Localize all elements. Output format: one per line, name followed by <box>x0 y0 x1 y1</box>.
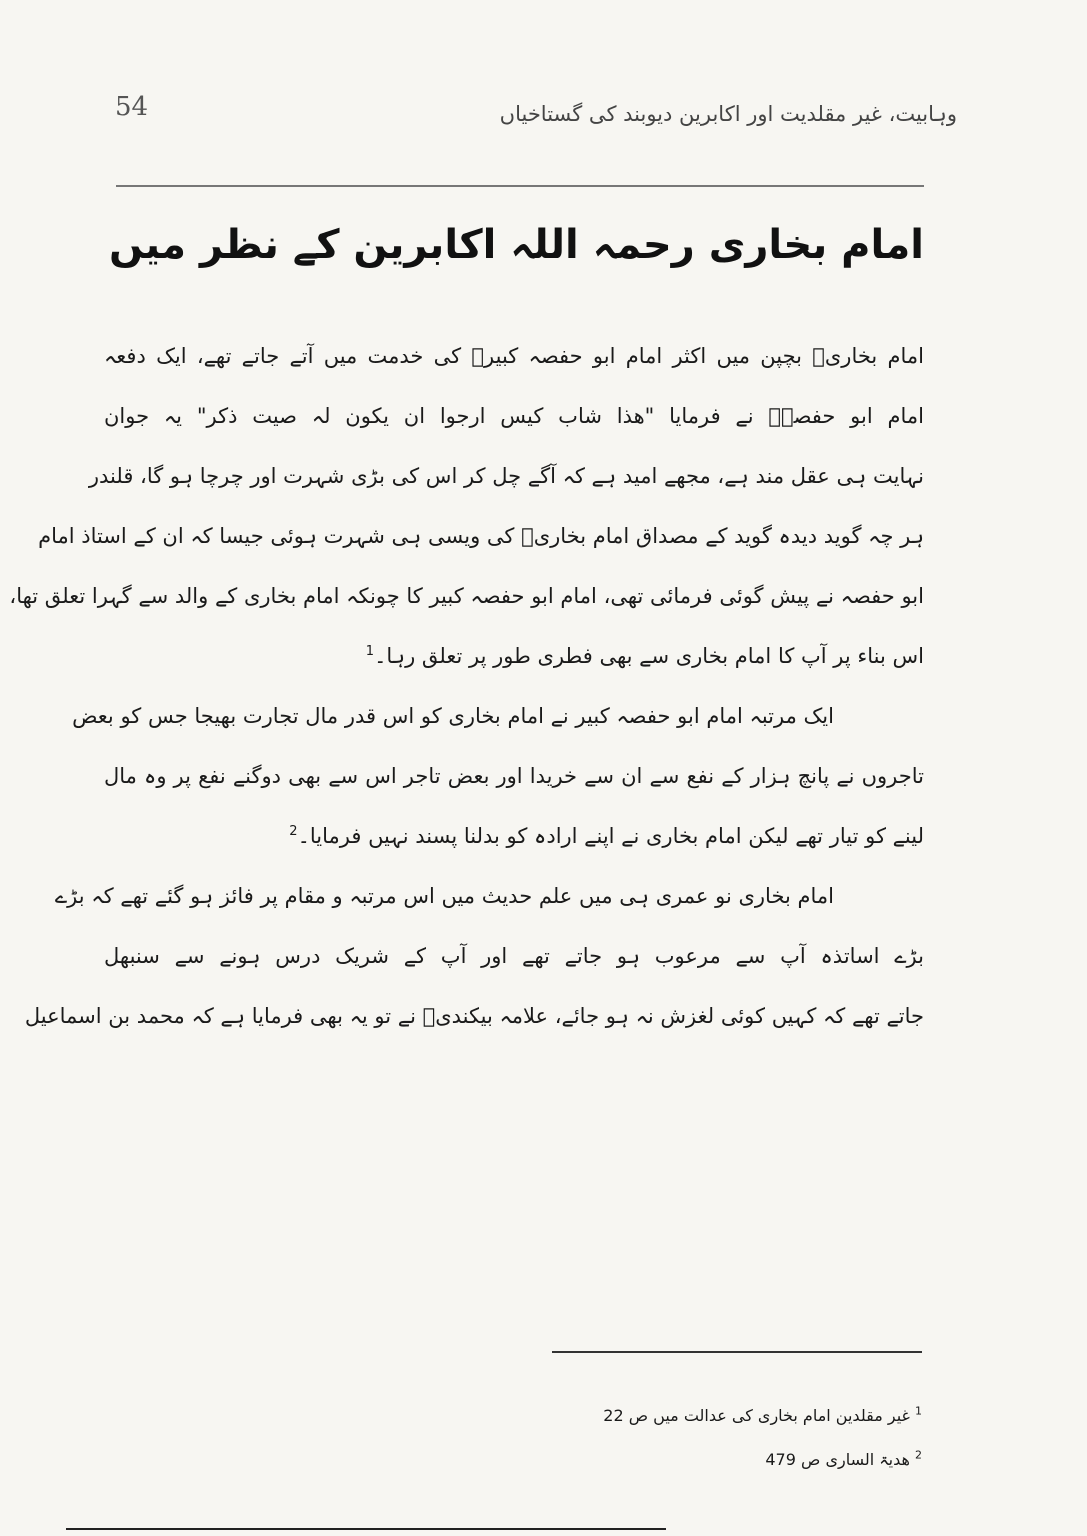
page-number: 54 <box>115 92 149 122</box>
chapter-title: امام بخاری رحمہ اللہ اکابرین کے نظر میں <box>108 222 924 268</box>
body-text <box>9 326 924 1046</box>
running-header: وہابیت، غیر مقلدیت اور اکابرین دیوبند کی گستاخیاں <box>499 102 957 126</box>
text-line: ہر چہ گوید دیدہ گوید کے مصداق امام بخاریؒ کی ویسی ہی شہرت ہوئی جیسا کہ ان کے استاذ امام <box>38 524 924 548</box>
footnote-ref: 1 <box>365 644 375 659</box>
text-line: بڑے اساتذہ آپ سے مرعوب ہو جاتے تھے اور آپ کے شریک درس ہونے سے سنبھل <box>104 944 924 968</box>
footnote-item <box>552 1394 922 1438</box>
page-edge-mark <box>66 1528 666 1530</box>
text-line-content: اس بناء پر آپ کا امام بخاری سے بھی فطری طور پر تعلق رہا۔ <box>374 644 924 668</box>
text-line: امام بخاریؒ بچپن میں اکثر امام ابو حفصہ کبیرؒ کی خدمت میں آتے جاتے تھے، ایک دفعہ <box>104 344 924 368</box>
footnotes <box>552 1394 922 1482</box>
text-line: ایک مرتبہ امام ابو حفصہ کبیر نے امام بخاری کو اس قدر مال تجارت بھیجا جس کو بعض <box>72 704 834 728</box>
footnote-divider <box>552 1351 922 1353</box>
text-line <box>104 626 924 686</box>
text-line: ابو حفصہ نے پیش گوئی فرمائی تھی، امام ابو حفصہ کبیر کا چونکہ امام بخاری کے والد سے گہرا تعلق تھا، <box>9 584 924 608</box>
text-line: تاجروں نے پانچ ہزار کے نفع سے ان سے خریدا اور بعض تاجر اس سے بھی دوگنے نفع پر وہ مال <box>104 764 924 788</box>
header-divider <box>116 185 924 187</box>
paragraph-3 <box>24 866 924 1046</box>
text-line: نہایت ہی عقل مند ہے، مجھے امید ہے کہ آگے چل کر اس کی بڑی شہرت اور چرچا ہو گا، قلندر <box>88 464 924 488</box>
text-line-content: لینے کو تیار تھے لیکن امام بخاری نے اپنے ارادہ کو بدلنا پسند نہیں فرمایا۔ <box>297 824 924 848</box>
paragraph-2 <box>72 686 924 866</box>
footnote-text: غیر مقلدین امام بخاری کی عدالت میں ص 22 <box>603 1406 910 1425</box>
paragraph-1 <box>9 326 924 686</box>
footnote-text: ھدیۃ الساری ص 479 <box>765 1450 910 1469</box>
text-line: جاتے تھے کہ کہیں کوئی لغزش نہ ہو جائے، علامہ بیکندیؒ نے تو یہ بھی فرمایا ہے کہ محمد بن اسماعیل <box>24 1004 924 1028</box>
text-line: امام ابو حفصہؒ نے فرمایا "ھذا شاب کیس ارجوا ان یکون لہ صیت ذکر" یہ جوان <box>104 404 924 428</box>
footnote-ref: 2 <box>289 824 298 839</box>
text-line: امام بخاری نو عمری ہی میں علم حدیث میں اس مرتبہ و مقام پر فائز ہو گئے تھے کہ بڑے <box>54 884 834 908</box>
footnote-item <box>552 1438 922 1482</box>
text-line <box>104 806 924 866</box>
footnote-number: 2 <box>915 1448 922 1462</box>
footnote-number: 1 <box>915 1404 922 1418</box>
